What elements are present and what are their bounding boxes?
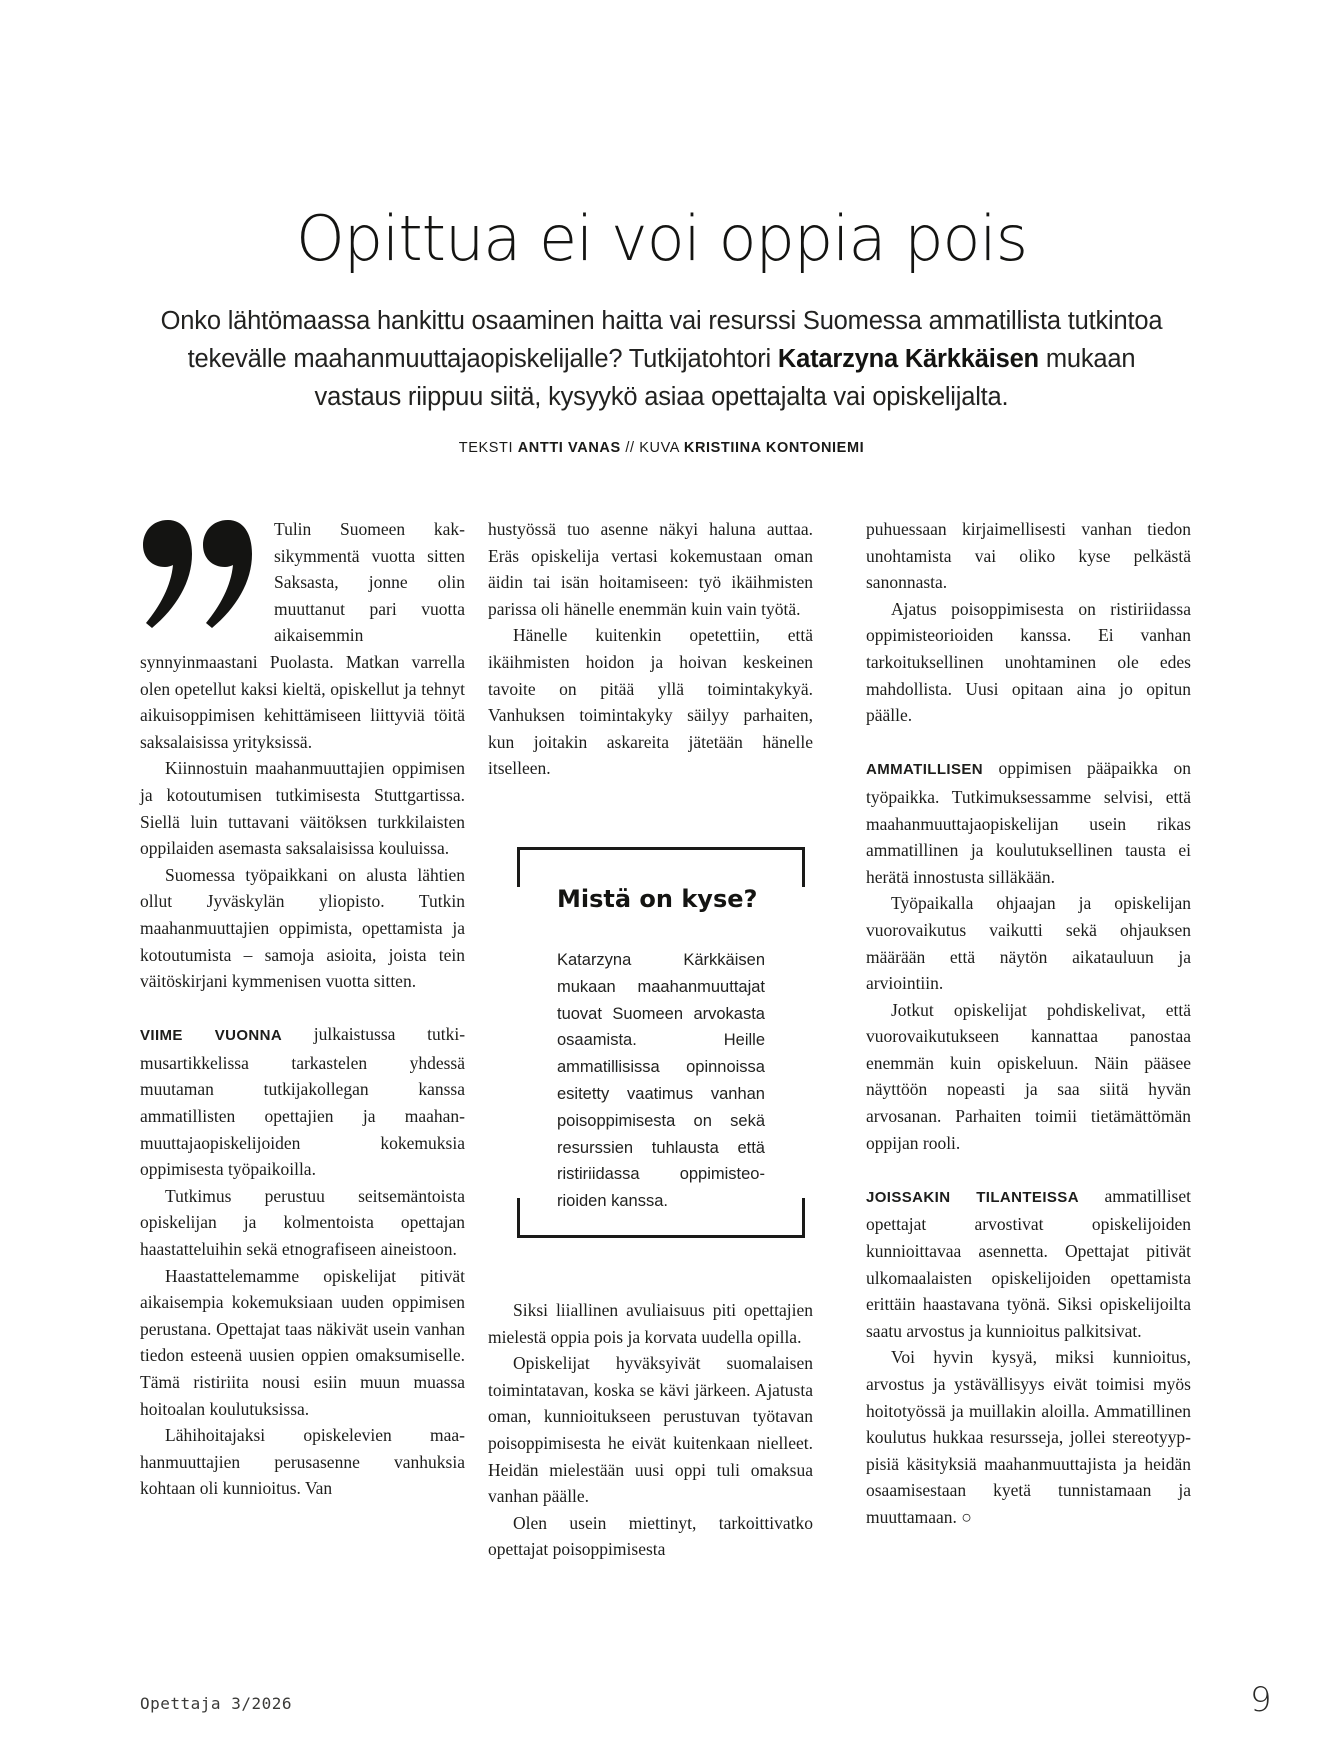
factbox-bottom-border [517,1235,805,1238]
byline-photographer: KRISTIINA KONTONIEMI [683,440,865,456]
factbox-bottom-right-bracket [802,1198,805,1238]
paragraph [866,1344,1191,1530]
paragraph: Olen usein miettinyt, tarkoittivatko opettajat poisoppimisesta [488,1512,813,1560]
article-column-2-lower [488,1297,813,1563]
factbox [517,847,805,1238]
end-mark-icon: ○ [956,1506,972,1527]
paragraph: Haastattelemamme opiskelijat pitivät aikaisempia kokemuksiaan uuden oppimisen perustana. Opettajat taas näkivät usein vanhan tiedon esteenä uusien oppien omaksumiselle. Tämä ristiriita nousi esiin muun muassa hoitoalan koulutuksissa. [140,1265,465,1419]
paragraph [140,1021,465,1183]
paragraph: Kiinnostuin maahanmuuttajien oppimisen ja kotoutumisen tutkimisesta Stuttgartissa. Siellä luin tuttavani väitöksen turkkilaisten oppilaiden asemasta saksalaisissa kouluissa. [140,758,465,859]
paragraph [866,755,1191,890]
lead-researcher-name: Katarzyna Kärkkäisen [777,345,1039,373]
paragraph: Suomessa työpaikkani on alusta lähtien ollut Jyväskylän yliopisto. Tutkin maahanmuuttajien oppimista, opettamista ja kotoutumista – samoja asioita, joista tein väitöskirjani kymmenisen vuotta sitten. [140,864,465,992]
lead-text-end: mukaan vastaus riippuu siitä, kysyykö asiaa opettajalta vai opiskelijalta. [314,345,1136,411]
section-lead-caps: AMMATILLISEN [866,761,984,779]
paragraph: puhuessaan kirjaimellisesti vanhan tiedon unohtamista vai oliko kyse pelkästä sanonnasta. [866,519,1191,593]
paragraph-text: oppimisen pääpaikka on työpaikka. Tutkimuksessamme selvisi, että maahanmuuttajaopiskelijan usein rikas ammatillinen ja koulutuksellinen tausta ei herätä innostusta silläkään. [866,758,1191,887]
byline [0,440,1323,456]
byline-text-label: TEKSTI [458,440,518,456]
factbox-bottom-left-bracket [517,1198,520,1238]
paragraph [866,1183,1191,1345]
factbox-text: Katarzyna Kärkkäisen mukaan maahanmuuttajat tuovat Suomeen arvokasta osaamista. Heille ammatillisissa opinnoissa esitetty vaatimus vanhan poisoppimisesta on sekä resurssien tuhlausta että ristiriidassa oppimisteorioiden kanssa. [557,951,765,1211]
paragraph: Hänelle kuitenkin opetettiin, että ikäihmisten hoidon ja hoivan keskeinen tavoite on pitää yllä toimintakykyä. Vanhuksen toimintakyky säilyy parhaiten, kun joitakin askareita jätetään hänelle itselleen. [488,625,813,779]
article-lead [160,302,1163,416]
paragraph: Siksi liiallinen avuliaisuus piti opettajien mielestä oppia pois ja korvata uudella opilla. [488,1300,813,1347]
byline-author: ANTTI VANAS [517,440,621,456]
factbox-top-border [517,847,805,850]
factbox-top-right-bracket [802,847,805,887]
section-lead-caps: VIIME VUONNA [140,1027,283,1045]
paragraph: Tulin Suomeen kaksikymmentä vuotta sitten Saksasta, jonne olin muuttanut pari vuotta aikaisemmin synnyinmaastani Puolasta. Matkan varrella olen opetellut kaksi kieltä, opiskellut ja tehnyt aikuisoppimisen kehittämiseen liittyviä töitä saksalaisissa yrityksissä. [140,519,465,752]
paragraph-text: julkaistussa tutkimusartikkelissa tarkastelen yhdessä muutaman tutkijakollegan kanssa ammatillisten opettajien ja maahanmuuttajaopiskelijoiden kokemuksia oppimisesta työpaikoilla. [140,1024,466,1180]
paragraph: Jotkut opiskelijat pohdiskelivat, että vuorovaikutukseen kannattaa panostaa enemmän kuin opiskeluun. Näin pääsee näyttöön nopeasti ja saa siitä hyvän arvosanan. Parhaiten toimii tietämättömän oppijan rooli. [866,999,1191,1153]
paragraph: Tutkimus perustuu seitsemäntoista opiskelijan ja kolmentoista opettajan haastatteluihin sekä etnografiseen aineistoon. [140,1185,465,1260]
article-title: Opittua ei voi oppia pois [295,202,1028,275]
paragraph: Ajatus poisoppimisesta on ristiriidassa oppimisteorioiden kanssa. Ei vanhan tarkoituksellinen unohtaminen ole edes mahdollista. Uusi opitaan aina jo opitun päälle. [866,598,1191,726]
paragraph: Lähihoitajaksi opiskelevien maahanmuuttajien perusasenne vanhuksia kohtaan oli kunnioitus. Van [140,1425,465,1499]
article-column-1 [140,516,465,1502]
article-column-3 [866,516,1191,1531]
quotation-mark-icon [140,518,260,630]
paragraph: hustyössä tuo asenne näkyi haluna auttaa. Eräs opiskelija vertasi kokemustaan oman äidin tai isän hoitamiseen: työ ikäihmisten parissa oli hänelle enemmän kuin vain työtä. [488,519,813,619]
publication-issue: Opettaja 3/2026 [140,1694,292,1713]
byline-photo-label: KUVA [639,440,684,456]
factbox-title: Mistä on kyse? [557,885,758,913]
page-number: 9 [1250,1680,1272,1720]
paragraph-text: Voi hyvin kysyä, miksi kunnioitus, arvostus ja ystävällisyys eivät toimisi myös hoitotyössä ja muillakin aloilla. Ammatillinen koulutus hukkaa resursseja, jollei stereotyyppisiä käsityksiä maahanmuuttajista ja heidän osaamisestaan kyetä tunnistamaan ja muuttamaan. [866,1347,1191,1527]
article-column-2-upper [488,516,813,782]
section-lead-caps: JOISSAKIN TILANTEISSA [866,1188,1079,1206]
byline-separator: // [620,440,640,456]
paragraph: Työpaikalla ohjaajan ja opiskelijan vuorovaikutus vaikutti sekä ohjauksen määrään että näytön aikatauluun ja arviointiin. [866,893,1191,994]
paragraph-text: ammatilliset opettajat arvostivat opiskelijoiden kunnioittavaa asennetta. Opettajat pitivät ulkomaalaisten opiskelijoiden opettamista erittäin haastavana työnä. Siksi opiskelijoilta saatu arvostus ja kunnioitus palkitsivat. [866,1185,1191,1341]
lead-text-start: Onko lähtömaassa hankittu osaaminen haitta vai resurssi Suomessa ammatillista tutkintoa tekevälle maahanmuuttajaopiskelijalle? Tutkijatohtori [160,307,1163,373]
factbox-top-left-bracket [517,847,520,887]
paragraph: Opiskelijat hyväksyivät suomalaisen toimintatavan, koska se kävi järkeen. Ajatusta oman, kunnioitukseen perustuvan työtavan poisoppimisesta he eivät kuitenkaan nielleet. Heidän mielestään uusi oppi tuli omaksua vanhan päälle. [488,1353,813,1507]
